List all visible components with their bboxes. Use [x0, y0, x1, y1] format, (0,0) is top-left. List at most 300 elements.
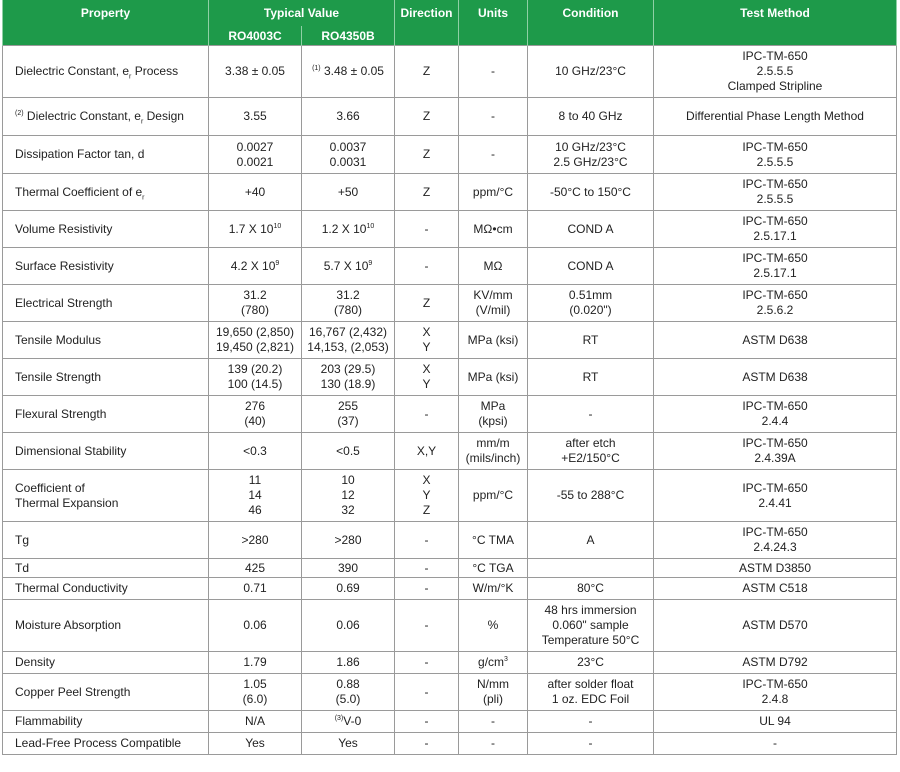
condition-cell — [528, 470, 654, 522]
test-method-cell — [654, 285, 897, 322]
property-cell-text: Flexural Strength — [15, 406, 107, 421]
ro4003c-value-cell — [209, 98, 302, 136]
condition-cell — [528, 652, 654, 674]
ro4003c-value-cell-text: 3.55 — [243, 109, 267, 123]
test-method-cell — [654, 733, 897, 755]
property-cell-text: Copper Peel Strength — [15, 684, 131, 699]
table-row — [3, 211, 897, 248]
property-cell-text: Flammability — [15, 714, 83, 728]
direction-cell — [395, 433, 459, 470]
table-row — [3, 285, 897, 322]
table-row — [3, 652, 897, 674]
units-cell — [459, 711, 528, 733]
condition-cell-text: -55 to 288°C — [556, 488, 625, 502]
ro4003c-value-cell-text: 0.06 — [243, 618, 267, 632]
property-cell — [3, 46, 209, 98]
property-cell-text: Lead-Free Process Compatible — [15, 736, 182, 750]
header-ro4350b: RO4350B — [302, 26, 395, 46]
units-cell — [459, 322, 528, 359]
ro4003c-value-cell-line: 31.2 — [243, 288, 267, 302]
ro4003c-value-cell — [209, 652, 302, 674]
condition-cell-text: A — [586, 532, 595, 547]
table-row — [3, 396, 897, 433]
property-cell — [3, 248, 209, 285]
ro4003c-value-cell — [209, 433, 302, 470]
property-cell — [3, 733, 209, 755]
property-cell-text: Density — [15, 655, 56, 669]
table-row — [3, 470, 897, 522]
ro4350b-value-cell-line: 130 (18.9) — [320, 377, 376, 391]
condition-cell-text: - — [588, 714, 593, 728]
test-method-cell — [654, 174, 897, 211]
direction-cell-text: - — [424, 532, 429, 547]
property-cell-text: Volume Resistivity — [15, 221, 113, 236]
test-method-cell-line: - — [773, 736, 777, 750]
condition-cell-line: (0.020") — [569, 303, 612, 317]
subheader-empty — [654, 26, 897, 46]
condition-cell-text: 80°C — [577, 581, 604, 595]
units-cell — [459, 211, 528, 248]
test-method-cell-line: IPC-TM-650 — [742, 399, 808, 413]
condition-cell-text: 10 GHz/23°C — [555, 64, 626, 78]
superscript: 9 — [275, 259, 280, 267]
ro4003c-value-cell-text: 1.7 X 10 — [228, 221, 274, 236]
ro4003c-value-cell — [209, 674, 302, 711]
property-cell — [3, 674, 209, 711]
units-cell-text: °C TGA — [472, 560, 514, 575]
ro4350b-value-cell-line: (780) — [333, 303, 362, 317]
condition-cell-text: RT — [582, 332, 599, 347]
property-cell-line: Coefficient of — [15, 480, 85, 495]
direction-cell — [395, 559, 459, 578]
header-direction: Direction — [395, 0, 459, 26]
table-row — [3, 733, 897, 755]
direction-cell — [395, 578, 459, 600]
ro4350b-value-cell-text: 3.66 — [336, 109, 360, 123]
test-method-cell — [654, 522, 897, 559]
ro4350b-value-cell-line: 12 — [341, 488, 355, 502]
condition-cell-line: 1 oz. EDC Foil — [551, 692, 630, 706]
property-cell — [3, 285, 209, 322]
table-row — [3, 674, 897, 711]
direction-cell — [395, 396, 459, 433]
units-cell-text: MPa (ksi) — [467, 369, 519, 384]
test-method-cell-line: 2.5.5.5 — [756, 64, 794, 78]
ro4003c-value-cell-line: 100 (14.5) — [227, 377, 283, 391]
ro4350b-value-cell — [302, 733, 395, 755]
property-cell-text: Td — [15, 560, 30, 575]
property-cell — [3, 522, 209, 559]
test-method-cell-line: 2.4.24.3 — [753, 540, 797, 554]
condition-cell — [528, 174, 654, 211]
footnote-strip — [0, 755, 900, 761]
header-typical-value: Typical Value — [209, 0, 395, 26]
ro4350b-value-cell — [302, 136, 395, 174]
ro4350b-value-cell — [302, 211, 395, 248]
property-cell-text: Surface Resistivity — [15, 258, 114, 273]
ro4350b-value-cell-line: (5.0) — [335, 692, 361, 706]
test-method-cell-line: 2.5.17.1 — [753, 229, 797, 243]
property-cell-suffix: Process — [131, 64, 179, 78]
footnote-marker: (1) — [312, 65, 321, 72]
property-cell — [3, 652, 209, 674]
units-cell — [459, 46, 528, 98]
units-cell — [459, 522, 528, 559]
ro4350b-value-cell-line: 32 — [341, 503, 355, 517]
table-row — [3, 174, 897, 211]
property-cell-text: Dielectric Constant, e — [15, 64, 130, 78]
ro4003c-value-cell-line: 1.05 — [243, 677, 267, 691]
ro4350b-value-cell — [302, 285, 395, 322]
ro4003c-value-cell-text: <0.3 — [243, 443, 267, 458]
direction-cell-text: - — [424, 560, 429, 575]
units-cell — [459, 470, 528, 522]
table-body — [3, 46, 897, 755]
ro4003c-value-cell — [209, 711, 302, 733]
property-cell-text: Dissipation Factor tan, d — [15, 147, 145, 161]
property-cell-text: Electrical Strength — [15, 295, 113, 310]
test-method-cell — [654, 46, 897, 98]
ro4003c-value-cell-line: (40) — [244, 414, 266, 428]
table-row — [3, 522, 897, 559]
direction-cell — [395, 674, 459, 711]
units-cell-text: MPa (ksi) — [467, 332, 519, 347]
units-cell — [459, 674, 528, 711]
condition-cell-line: 48 hrs immersion — [544, 603, 637, 617]
units-cell-text: - — [491, 109, 495, 123]
ro4350b-value-cell — [302, 396, 395, 433]
ro4350b-value-cell-text: 0.06 — [336, 618, 360, 632]
ro4003c-value-cell — [209, 522, 302, 559]
units-cell — [459, 136, 528, 174]
ro4003c-value-cell — [209, 46, 302, 98]
direction-cell — [395, 733, 459, 755]
condition-cell-line: after etch — [565, 436, 616, 450]
units-cell-text: % — [487, 618, 499, 632]
condition-cell — [528, 733, 654, 755]
direction-cell-text: Z — [422, 64, 431, 78]
ro4350b-value-cell-line: 255 — [337, 399, 359, 413]
header-ro4003c: RO4003C — [209, 26, 302, 46]
header-test-method: Test Method — [654, 0, 897, 26]
ro4350b-value-cell — [302, 322, 395, 359]
ro4350b-value-cell — [302, 652, 395, 674]
table-row — [3, 248, 897, 285]
direction-cell — [395, 285, 459, 322]
header-row — [3, 0, 897, 26]
test-method-cell — [654, 98, 897, 136]
property-cell-text: Dimensional Stability — [15, 443, 127, 458]
condition-cell-text: 23°C — [577, 655, 604, 669]
condition-cell-line: 10 GHz/23°C — [555, 139, 626, 154]
ro4003c-value-cell-text: >280 — [241, 532, 269, 547]
units-cell-text: ppm/°C — [472, 184, 514, 199]
condition-cell-text: COND A — [567, 221, 614, 236]
property-cell — [3, 470, 209, 522]
ro4003c-value-cell-line: 46 — [248, 503, 262, 517]
ro4350b-value-cell-line: 0.88 — [336, 677, 360, 691]
test-method-cell-line: 2.4.41 — [758, 495, 792, 510]
ro4350b-value-cell — [302, 578, 395, 600]
units-cell-text: - — [491, 736, 495, 750]
direction-cell — [395, 600, 459, 652]
ro4350b-value-cell-text: 1.86 — [336, 655, 360, 669]
test-method-cell-line: ASTM D638 — [742, 332, 808, 347]
ro4350b-value-cell — [302, 248, 395, 285]
ro4350b-value-cell-line: (37) — [337, 414, 359, 428]
property-cell — [3, 711, 209, 733]
property-cell — [3, 559, 209, 578]
ro4003c-value-cell-line: 14 — [248, 488, 262, 502]
units-cell-line: (mils/inch) — [465, 451, 521, 465]
ro4350b-value-cell-line: 10 — [341, 473, 355, 487]
units-cell-text: W/m/°K — [472, 581, 514, 595]
direction-cell-text: X,Y — [416, 443, 437, 458]
units-cell — [459, 396, 528, 433]
units-cell-text: - — [491, 714, 495, 728]
units-cell — [459, 248, 528, 285]
units-cell — [459, 559, 528, 578]
table-row — [3, 559, 897, 578]
direction-cell — [395, 174, 459, 211]
subheader-empty — [459, 26, 528, 46]
ro4003c-value-cell — [209, 470, 302, 522]
units-cell-text: - — [491, 147, 495, 161]
subscript: r — [129, 73, 132, 81]
units-cell — [459, 359, 528, 396]
property-cell-line: Thermal Expansion — [15, 495, 119, 510]
ro4003c-value-cell-text: 425 — [244, 560, 266, 575]
direction-cell-line: X — [422, 325, 431, 339]
direction-cell — [395, 322, 459, 359]
ro4003c-value-cell-text: +40 — [244, 184, 266, 199]
ro4003c-value-cell-line: 11 — [248, 473, 262, 487]
units-cell-text: MΩ•cm — [473, 221, 513, 236]
ro4003c-value-cell-line: (780) — [240, 303, 269, 317]
ro4003c-value-cell — [209, 248, 302, 285]
ro4350b-value-cell-line: 14,153, (2,053) — [307, 340, 389, 354]
units-cell-line: (kpsi) — [478, 414, 508, 428]
ro4003c-value-cell — [209, 733, 302, 755]
direction-cell-line: Y — [422, 488, 431, 502]
direction-cell — [395, 711, 459, 733]
condition-cell-text: RT — [582, 369, 599, 384]
direction-cell — [395, 211, 459, 248]
test-method-cell-line: Clamped Stripline — [727, 79, 823, 93]
condition-cell — [528, 578, 654, 600]
units-cell-line: mm/m — [476, 436, 510, 450]
ro4350b-value-cell — [302, 674, 395, 711]
condition-cell — [528, 359, 654, 396]
direction-cell-text: Z — [422, 184, 431, 199]
ro4350b-value-cell-line: 203 (29.5) — [320, 362, 376, 376]
ro4003c-value-cell-line: 139 (20.2) — [227, 362, 283, 376]
ro4350b-value-cell — [302, 46, 395, 98]
ro4003c-value-cell — [209, 600, 302, 652]
ro4003c-value-cell-line: 276 — [244, 399, 266, 413]
table-row — [3, 711, 897, 733]
property-cell — [3, 322, 209, 359]
ro4350b-value-cell-text: <0.5 — [336, 443, 360, 458]
condition-cell-line: Temperature 50°C — [541, 633, 640, 647]
header-units: Units — [459, 0, 528, 26]
ro4350b-value-cell-text: 390 — [337, 560, 359, 575]
units-cell-text: g/cm — [478, 655, 505, 669]
condition-cell-line: 2.5 GHz/23°C — [553, 154, 628, 169]
superscript: 10 — [273, 222, 282, 230]
condition-cell — [528, 396, 654, 433]
ro4003c-value-cell-text: 4.2 X 10 — [230, 258, 276, 273]
test-method-cell — [654, 600, 897, 652]
ro4003c-value-cell-line: (6.0) — [242, 692, 268, 706]
ro4003c-value-cell-text: N/A — [244, 714, 265, 728]
condition-cell-text: -50°C to 150°C — [550, 184, 631, 199]
units-cell — [459, 652, 528, 674]
units-cell-text: °C TMA — [472, 532, 514, 547]
condition-cell — [528, 674, 654, 711]
ro4003c-value-cell-line: 0.0027 — [236, 139, 274, 154]
test-method-cell-line: 2.5.5.5 — [756, 154, 794, 169]
test-method-cell-line: IPC-TM-650 — [742, 251, 808, 265]
table-row — [3, 578, 897, 600]
test-method-cell — [654, 359, 897, 396]
direction-cell — [395, 522, 459, 559]
ro4003c-value-cell — [209, 136, 302, 174]
test-method-cell-line: IPC-TM-650 — [742, 214, 808, 228]
ro4350b-value-cell-line: 0.0031 — [329, 154, 367, 169]
test-method-cell-line: IPC-TM-650 — [742, 480, 808, 495]
test-method-cell-line: 2.4.4 — [761, 414, 789, 428]
units-cell-line: (V/mil) — [475, 303, 511, 317]
test-method-cell-line: UL 94 — [759, 714, 791, 728]
property-cell-text: Moisture Absorption — [15, 618, 122, 632]
condition-cell-text: COND A — [567, 258, 614, 273]
units-cell-text: ppm/°C — [472, 488, 514, 502]
units-cell-line: MPa — [480, 399, 506, 413]
ro4003c-value-cell-line: 0.0021 — [236, 154, 274, 169]
ro4350b-value-cell-text: +50 — [337, 184, 359, 199]
ro4350b-value-cell-text: 0.69 — [336, 581, 360, 595]
test-method-cell-line: IPC-TM-650 — [742, 177, 808, 191]
ro4350b-value-cell-text: 5.7 X 10 — [323, 258, 369, 273]
condition-cell — [528, 248, 654, 285]
direction-cell — [395, 652, 459, 674]
ro4003c-value-cell-text: 3.38 ± 0.05 — [225, 64, 285, 78]
units-cell — [459, 433, 528, 470]
units-cell-text: - — [491, 64, 495, 78]
test-method-cell-line: IPC-TM-650 — [742, 49, 808, 63]
condition-cell-text: 8 to 40 GHz — [558, 109, 623, 123]
condition-cell — [528, 600, 654, 652]
condition-cell — [528, 433, 654, 470]
ro4350b-value-cell — [302, 359, 395, 396]
ro4350b-value-cell — [302, 433, 395, 470]
direction-cell-line: Z — [422, 503, 431, 517]
ro4003c-value-cell — [209, 211, 302, 248]
subheader-empty — [528, 26, 654, 46]
test-method-cell — [654, 578, 897, 600]
footnote-marker: (2) — [15, 110, 24, 117]
condition-cell-line: after solder float — [547, 677, 634, 691]
direction-cell-line: X — [422, 473, 431, 487]
direction-cell-text: Z — [422, 295, 431, 310]
condition-cell — [528, 46, 654, 98]
ro4350b-value-cell-text: Yes — [338, 736, 358, 750]
property-cell-text: Thermal Coefficient of e — [15, 184, 143, 199]
test-method-cell-line: 2.5.5.5 — [756, 192, 794, 206]
direction-cell-line: X — [422, 362, 431, 376]
ro4003c-value-cell-line: 19,650 (2,850) — [215, 325, 295, 339]
condition-cell — [528, 136, 654, 174]
ro4350b-value-cell-text: >280 — [334, 532, 362, 547]
footnote-marker: (3) — [334, 715, 344, 722]
test-method-cell — [654, 248, 897, 285]
property-cell — [3, 600, 209, 652]
property-cell-text: Thermal Conductivity — [15, 581, 128, 595]
condition-cell — [528, 522, 654, 559]
test-method-cell — [654, 211, 897, 248]
direction-cell-text: - — [424, 714, 429, 728]
direction-cell-text: - — [424, 736, 429, 750]
condition-cell-text: - — [588, 406, 593, 421]
direction-cell — [395, 359, 459, 396]
ro4350b-value-cell — [302, 470, 395, 522]
units-cell — [459, 578, 528, 600]
direction-cell-text: - — [424, 618, 429, 632]
test-method-cell — [654, 652, 897, 674]
test-method-cell — [654, 396, 897, 433]
units-cell — [459, 733, 528, 755]
condition-cell-line: 0.060" sample — [552, 618, 629, 632]
ro4003c-value-cell-text: 1.79 — [243, 655, 267, 669]
units-cell-line: (pli) — [483, 692, 503, 706]
table-row — [3, 136, 897, 174]
superscript: 10 — [366, 222, 375, 230]
ro4350b-value-cell — [302, 559, 395, 578]
direction-cell-text: - — [424, 221, 429, 236]
condition-cell-text: - — [588, 736, 593, 750]
direction-cell — [395, 98, 459, 136]
direction-cell-line: Y — [422, 340, 431, 354]
table-row — [3, 600, 897, 652]
test-method-cell-line: 2.5.17.1 — [753, 266, 797, 280]
table-row — [3, 46, 897, 98]
property-cell — [3, 578, 209, 600]
property-cell — [3, 433, 209, 470]
property-cell — [3, 211, 209, 248]
subheader-row — [3, 26, 897, 46]
condition-cell — [528, 211, 654, 248]
test-method-cell — [654, 559, 897, 578]
property-cell-suffix: Design — [143, 109, 184, 123]
ro4003c-value-cell-text: 0.71 — [243, 581, 267, 595]
units-cell — [459, 600, 528, 652]
table-row — [3, 98, 897, 136]
direction-cell-text: - — [424, 684, 429, 699]
ro4003c-value-cell — [209, 285, 302, 322]
condition-cell-line: +E2/150°C — [561, 451, 620, 465]
property-cell-text: Tg — [15, 532, 30, 547]
ro4003c-value-cell — [209, 578, 302, 600]
ro4003c-value-cell — [209, 322, 302, 359]
ro4350b-value-cell-text: 3.48 ± 0.05 — [320, 64, 384, 78]
subscript: r — [142, 193, 145, 201]
property-cell — [3, 136, 209, 174]
test-method-cell-line: IPC-TM-650 — [742, 139, 808, 154]
condition-cell — [528, 322, 654, 359]
test-method-cell-line: 2.5.6.2 — [756, 303, 794, 317]
test-method-cell — [654, 136, 897, 174]
